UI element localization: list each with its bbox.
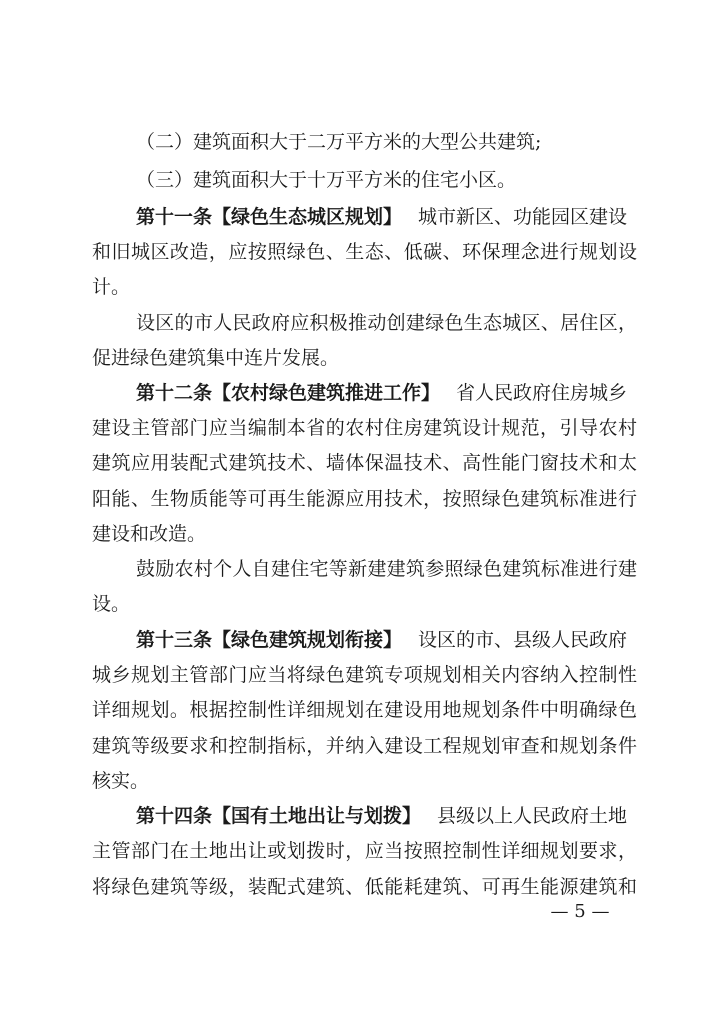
text-line-17: 主管部门在土地出让或划拨时，应当按照控制性详细规划要求，	[92, 840, 637, 862]
article-11-heading: 第十一条【绿色生态城区规划】	[136, 206, 403, 228]
page-number: — 5 —	[550, 901, 610, 922]
text-line-8: 建筑应用装配式建筑技术、墙体保温技术、高性能门窗技术和太	[92, 452, 637, 474]
article-13-text: 设区的市、县级人民政府	[418, 629, 628, 651]
text-line-2: （三）建筑面积大于十万平方米的住宅小区。	[136, 169, 517, 191]
text-line-18: 将绿色建筑等级，装配式建筑、低能耗建筑、可再生能源建筑和	[92, 876, 637, 898]
text-line-12: 设。	[92, 593, 131, 615]
article-14-line	[136, 799, 637, 833]
article-12-text: 省人民政府住房城乡	[456, 382, 628, 404]
text-line-15: 建筑等级要求和控制指标，并纳入建设工程规划审查和规划条件	[92, 735, 637, 757]
text-line-11: 鼓励农村个人自建住宅等新建建筑参照绿色建筑标准进行建	[136, 558, 637, 580]
text-line-5: 设区的市人民政府应积极推动创建绿色生态城区、居住区，	[136, 312, 637, 334]
text-line-14: 详细规划。根据控制性详细规划在建设用地规划条件中明确绿色	[92, 699, 637, 721]
text-line-9: 阳能、生物质能等可再生能源应用技术，按照绿色建筑标准进行	[92, 488, 637, 510]
article-11-text: 城市新区、功能园区建设	[418, 206, 628, 228]
article-13-heading: 第十三条【绿色建筑规划衔接】	[136, 629, 403, 651]
text-line-1: （二）建筑面积大于二万平方米的大型公共建筑;	[136, 131, 542, 153]
article-12-line	[136, 376, 637, 410]
article-12-heading: 第十二条【农村绿色建筑推进工作】	[136, 382, 441, 404]
article-14-heading: 第十四条【国有土地出让与划拨】	[136, 805, 422, 827]
article-14-text: 县级以上人民政府土地	[437, 805, 628, 827]
text-line-6: 促进绿色建筑集中连片发展。	[92, 347, 340, 369]
article-13-line	[136, 623, 637, 657]
text-line-3: 和旧城区改造，应按照绿色、生态、低碳、环保理念进行规划设	[92, 241, 637, 263]
article-11-line	[136, 200, 637, 234]
text-line-13: 城乡规划主管部门应当将绿色建筑专项规划相关内容纳入控制性	[92, 664, 637, 686]
text-line-16: 核实。	[92, 770, 150, 792]
text-line-10: 建设和改造。	[92, 523, 207, 545]
text-line-4: 计。	[92, 276, 131, 298]
text-line-7: 建设主管部门应当编制本省的农村住房建筑设计规范，引导农村	[92, 417, 637, 439]
